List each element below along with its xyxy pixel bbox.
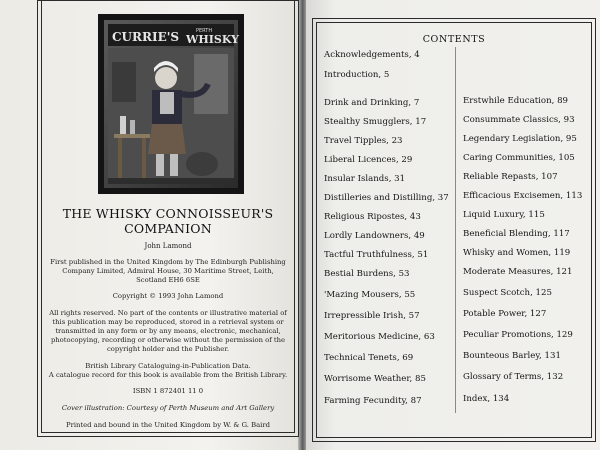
toc-right-4: Caring Communities, 105 bbox=[463, 153, 575, 163]
toc-right-7: Liquid Luxury, 115 bbox=[463, 210, 545, 220]
toc-left-16: Farming Fecundity, 87 bbox=[324, 396, 422, 406]
toc-right-11: Suspect Scotch, 125 bbox=[463, 288, 552, 298]
toc-left-10: Bestial Burdens, 53 bbox=[324, 269, 410, 279]
toc-left-9: Tactful Truthfulness, 51 bbox=[324, 250, 429, 260]
toc-right-9: Whisky and Women, 119 bbox=[463, 248, 571, 258]
toc-left-3: Travel Tipples, 23 bbox=[324, 136, 403, 146]
toc-left-12: Irrepressible Irish, 57 bbox=[324, 311, 420, 321]
toc-right-16: Index, 134 bbox=[463, 394, 510, 404]
toc-left-1: Drink and Drinking, 7 bbox=[324, 98, 420, 108]
rights-line-4: photocopying, recording or otherwise without the permission of the bbox=[50, 336, 286, 344]
cip-line-1: British Library Cataloguing-in-Publication Data. bbox=[85, 362, 251, 370]
toc-front-1: Acknowledgements, 4 bbox=[324, 50, 420, 60]
cip-line-2: A catalogue record for this book is available from the British Library. bbox=[48, 371, 288, 379]
svg-text:CURRIE'S: CURRIE'S bbox=[112, 30, 180, 44]
toc-left-13: Meritorious Medicine, 63 bbox=[324, 332, 435, 342]
printer-line: Printed and bound in the United Kingdom by W. & G. Baird bbox=[66, 421, 270, 429]
toc-right-5: Reliable Repasts, 107 bbox=[463, 172, 558, 182]
toc-right-14: Bounteous Barley, 131 bbox=[463, 351, 561, 361]
publisher-line-2: Company Limited, Admiral House, 30 Maritime Street, Leith, bbox=[62, 267, 274, 275]
toc-right-2: Consummate Classics, 93 bbox=[463, 115, 575, 125]
toc-right-6: Efficacious Excisemen, 113 bbox=[463, 191, 583, 201]
rights-line-2: this publication may be reproduced, stored in a retrieval system or bbox=[52, 318, 284, 326]
toc-left-4: Liberal Licences, 29 bbox=[324, 155, 413, 165]
toc-left-14: Technical Tenets, 69 bbox=[324, 353, 414, 363]
book-title-line-1: THE WHISKY CONNOISSEUR'S bbox=[62, 206, 274, 221]
cover-credit-line: Cover illustration: Courtesy of Perth Museum and Art Gallery bbox=[61, 404, 275, 412]
isbn-line: ISBN 1 872401 11 0 bbox=[132, 387, 204, 395]
column-divider bbox=[455, 47, 456, 413]
toc-right-3: Legendary Legislation, 95 bbox=[463, 134, 577, 144]
toc-right-15: Glossary of Terms, 132 bbox=[463, 372, 564, 382]
toc-left-11: 'Mazing Mousers, 55 bbox=[324, 290, 416, 300]
book-title-line-2: COMPANION bbox=[124, 221, 212, 236]
contents-heading: CONTENTS bbox=[422, 34, 486, 45]
rights-line-1: All rights reserved. No part of the contents or illustrative material of bbox=[49, 309, 287, 317]
whisky-advert-image bbox=[98, 14, 244, 194]
publisher-line-1: First published in the United Kingdom by The Edinburgh Publishing bbox=[50, 258, 286, 266]
author-name: John Lamond bbox=[144, 242, 192, 250]
svg-text:WHISKY: WHISKY bbox=[186, 33, 239, 46]
toc-left-5: Insular Islands, 31 bbox=[324, 174, 406, 184]
svg-text:PERTH: PERTH bbox=[196, 28, 213, 34]
toc-left-15: Worrisome Weather, 85 bbox=[324, 374, 426, 384]
publisher-line-3: Scotland EH6 6SE bbox=[136, 276, 200, 284]
toc-left-6: Distilleries and Distilling, 37 bbox=[324, 193, 449, 203]
rights-line-5: copyright holder and the Publisher. bbox=[107, 345, 229, 353]
toc-left-8: Lordly Landowners, 49 bbox=[324, 231, 425, 241]
toc-right-12: Potable Power, 127 bbox=[463, 309, 547, 319]
cover-illustration bbox=[98, 14, 244, 194]
toc-left-2: Stealthy Smugglers, 17 bbox=[324, 117, 427, 127]
toc-right-10: Moderate Measures, 121 bbox=[463, 267, 573, 277]
rights-line-3: transmitted in any form or by any means, electronic, mechanical, bbox=[55, 327, 281, 335]
copyright-line: Copyright © 1993 John Lamond bbox=[112, 292, 224, 300]
toc-left-7: Religious Ripostes, 43 bbox=[324, 212, 421, 222]
toc-right-13: Peculiar Promotions, 129 bbox=[463, 330, 573, 340]
toc-front-2: Introduction, 5 bbox=[324, 70, 390, 80]
toc-right-8: Beneficial Blending, 117 bbox=[463, 229, 570, 239]
toc-right-1: Erstwhile Education, 89 bbox=[463, 96, 569, 106]
